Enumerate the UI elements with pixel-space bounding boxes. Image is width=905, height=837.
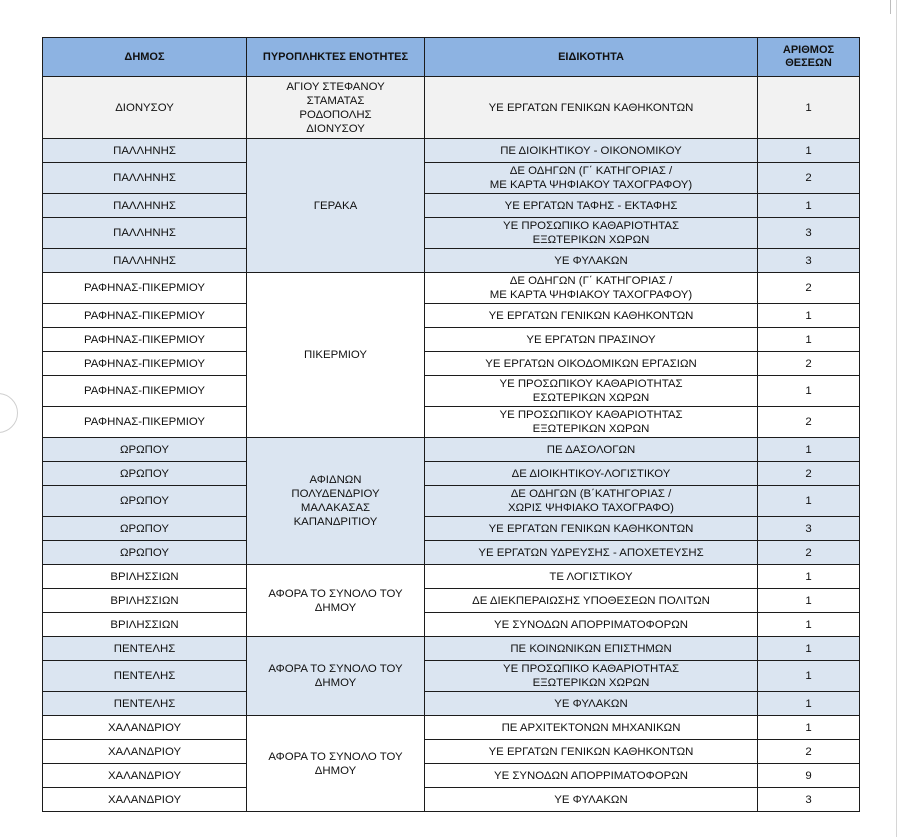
positions-count-cell: 1: [758, 589, 860, 613]
specialty-cell: ΥΕ ΦΥΛΑΚΩΝ: [425, 249, 758, 273]
specialty-cell: ΔΕ ΟΔΗΓΩΝ (Γ΄ ΚΑΤΗΓΟΡΙΑΣ / ΜΕ ΚΑΡΤΑ ΨΗΦΙΑΚΟΥ ΤΑΧΟΓΡΑΦΟΥ): [425, 273, 758, 304]
municipality-cell: ΧΑΛΑΝΔΡΙΟΥ: [43, 788, 247, 812]
specialty-cell: ΠΕ ΚΟΙΝΩΝΙΚΩΝ ΕΠΙΣΤΗΜΩΝ: [425, 637, 758, 661]
fire-affected-area-cell: ΑΦΙΔΝΩΝ ΠΟΛΥΔΕΝΔΡΙΟΥ ΜΑΛΑΚΑΣΑΣ ΚΑΠΑΝΔΡΙΤΙΟΥ: [247, 438, 425, 565]
specialty-cell: ΤΕ ΛΟΓΙΣΤΙΚΟΥ: [425, 565, 758, 589]
table-row: [43, 352, 860, 376]
positions-count-cell: 1: [758, 139, 860, 163]
municipality-cell: ΒΡΙΛΗΣΣΙΩΝ: [43, 613, 247, 637]
table-row: [43, 249, 860, 273]
specialty-cell: ΔΕ ΔΙΟΙΚΗΤΙΚΟΥ-ΛΟΓΙΣΤΙΚΟΥ: [425, 462, 758, 486]
municipality-cell: ΡΑΦΗΝΑΣ-ΠΙΚΕΡΜΙΟΥ: [43, 328, 247, 352]
table-row: [43, 764, 860, 788]
municipality-cell: ΡΑΦΗΝΑΣ-ΠΙΚΕΡΜΙΟΥ: [43, 304, 247, 328]
positions-count-cell: 1: [758, 692, 860, 716]
page-corner-mark: [890, 0, 898, 14]
municipality-cell: ΩΡΩΠΟΥ: [43, 541, 247, 565]
specialty-cell: ΥΕ ΕΡΓΑΤΩΝ ΥΔΡΕΥΣΗΣ - ΑΠΟΧΕΤΕΥΣΗΣ: [425, 541, 758, 565]
fire-affected-area-cell: ΑΦΟΡΑ ΤΟ ΣΥΝΟΛΟ ΤΟΥ ΔΗΜΟΥ: [247, 716, 425, 812]
table-row: [43, 304, 860, 328]
municipality-cell: ΡΑΦΗΝΑΣ-ΠΙΚΕΡΜΙΟΥ: [43, 376, 247, 407]
header-municipality: ΔΗΜΟΣ: [43, 38, 247, 77]
municipality-cell: ΩΡΩΠΟΥ: [43, 438, 247, 462]
table-row: [43, 376, 860, 407]
specialty-cell: ΥΕ ΠΡΟΣΩΠΙΚΟ ΚΑΘΑΡΙΟΤΗΤΑΣ ΕΞΩΤΕΡΙΚΩΝ ΧΩΡΩΝ: [425, 218, 758, 249]
table-row: [43, 163, 860, 194]
header-fire-affected-areas: ΠΥΡΟΠΛΗΚΤΕΣ ΕΝΟΤΗΤΕΣ: [247, 38, 425, 77]
specialty-cell: ΠΕ ΔΙΟΙΚΗΤΙΚΟΥ - ΟΙΚΟΝΟΜΙΚΟΥ: [425, 139, 758, 163]
specialty-cell: ΥΕ ΕΡΓΑΤΩΝ ΓΕΝΙΚΩΝ ΚΑΘΗΚΟΝΤΩΝ: [425, 304, 758, 328]
positions-count-cell: 3: [758, 788, 860, 812]
specialty-cell: ΥΕ ΣΥΝΟΔΩΝ ΑΠΟΡΡΙΜΑΤΟΦΟΡΩΝ: [425, 764, 758, 788]
table-row: [43, 328, 860, 352]
positions-count-cell: 2: [758, 407, 860, 438]
positions-count-cell: 1: [758, 376, 860, 407]
table-row: [43, 541, 860, 565]
municipality-cell: ΡΑΦΗΝΑΣ-ΠΙΚΕΡΜΙΟΥ: [43, 352, 247, 376]
fire-affected-area-cell: ΑΓΙΟΥ ΣΤΕΦΑΝΟΥ ΣΤΑΜΑΤΑΣ ΡΟΔΟΠΟΛΗΣ ΔΙΟΝΥΣΟΥ: [247, 77, 425, 139]
positions-count-cell: 3: [758, 218, 860, 249]
header-row: [43, 38, 860, 77]
specialty-cell: ΔΕ ΟΔΗΓΩΝ (Β΄ΚΑΤΗΓΟΡΙΑΣ / ΧΩΡΙΣ ΨΗΦΙΑΚΟ ΤΑΧΟΓΡΑΦΟ): [425, 486, 758, 517]
header-positions-count: ΑΡΙΘΜΟΣ ΘΕΣΕΩΝ: [758, 38, 860, 77]
positions-count-cell: 2: [758, 273, 860, 304]
table-row: [43, 407, 860, 438]
municipality-cell: ΠΕΝΤΕΛΗΣ: [43, 661, 247, 692]
positions-count-cell: 1: [758, 328, 860, 352]
municipality-cell: ΠΑΛΛΗΝΗΣ: [43, 139, 247, 163]
table-row: [43, 661, 860, 692]
table-row: [43, 740, 860, 764]
specialty-cell: ΥΕ ΠΡΟΣΩΠΙΚΟΥ ΚΑΘΑΡΙΟΤΗΤΑΣ ΕΞΩΤΕΡΙΚΩΝ ΧΩΡΩΝ: [425, 407, 758, 438]
positions-count-cell: 2: [758, 462, 860, 486]
municipality-cell: ΠΑΛΛΗΝΗΣ: [43, 249, 247, 273]
municipality-cell: ΠΑΛΛΗΝΗΣ: [43, 163, 247, 194]
table-row: [43, 716, 860, 740]
specialty-cell: ΠΕ ΑΡΧΙΤΕΚΤΟΝΩΝ ΜΗΧΑΝΙΚΩΝ: [425, 716, 758, 740]
fire-affected-area-cell: ΑΦΟΡΑ ΤΟ ΣΥΝΟΛΟ ΤΟΥ ΔΗΜΟΥ: [247, 565, 425, 637]
table-row: [43, 788, 860, 812]
positions-count-cell: 9: [758, 764, 860, 788]
positions-count-cell: 3: [758, 249, 860, 273]
municipality-cell: ΒΡΙΛΗΣΣΙΩΝ: [43, 565, 247, 589]
specialty-cell: ΥΕ ΕΡΓΑΤΩΝ ΟΙΚΟΔΟΜΙΚΩΝ ΕΡΓΑΣΙΩΝ: [425, 352, 758, 376]
positions-count-cell: 3: [758, 517, 860, 541]
specialty-cell: ΔΕ ΟΔΗΓΩΝ (Γ΄ ΚΑΤΗΓΟΡΙΑΣ / ΜΕ ΚΑΡΤΑ ΨΗΦΙΑΚΟΥ ΤΑΧΟΓΡΑΦΟΥ): [425, 163, 758, 194]
specialty-cell: ΥΕ ΕΡΓΑΤΩΝ ΠΡΑΣΙΝΟΥ: [425, 328, 758, 352]
municipality-cell: ΧΑΛΑΝΔΡΙΟΥ: [43, 764, 247, 788]
positions-count-cell: 1: [758, 637, 860, 661]
specialty-cell: ΥΕ ΕΡΓΑΤΩΝ ΓΕΝΙΚΩΝ ΚΑΘΗΚΟΝΤΩΝ: [425, 740, 758, 764]
municipality-cell: ΒΡΙΛΗΣΣΙΩΝ: [43, 589, 247, 613]
table-row: [43, 637, 860, 661]
table-row: [43, 589, 860, 613]
table-body: [43, 77, 860, 812]
municipality-cell: ΡΑΦΗΝΑΣ-ΠΙΚΕΡΜΙΟΥ: [43, 273, 247, 304]
table-row: [43, 139, 860, 163]
table-row: [43, 273, 860, 304]
fire-affected-area-cell: ΠΙΚΕΡΜΙΟΥ: [247, 273, 425, 438]
municipality-cell: ΩΡΩΠΟΥ: [43, 486, 247, 517]
specialty-cell: ΥΕ ΦΥΛΑΚΩΝ: [425, 788, 758, 812]
positions-count-cell: 1: [758, 565, 860, 589]
specialty-cell: ΥΕ ΕΡΓΑΤΩΝ ΓΕΝΙΚΩΝ ΚΑΘΗΚΟΝΤΩΝ: [425, 77, 758, 139]
positions-count-cell: 1: [758, 194, 860, 218]
specialty-cell: ΔΕ ΔΙΕΚΠΕΡΑΙΩΣΗΣ ΥΠΟΘΕΣΕΩΝ ΠΟΛΙΤΩΝ: [425, 589, 758, 613]
municipality-cell: ΠΕΝΤΕΛΗΣ: [43, 637, 247, 661]
positions-count-cell: 1: [758, 438, 860, 462]
positions-count-cell: 1: [758, 486, 860, 517]
specialty-cell: ΥΕ ΣΥΝΟΔΩΝ ΑΠΟΡΡΙΜΑΤΟΦΟΡΩΝ: [425, 613, 758, 637]
table-row: [43, 692, 860, 716]
positions-count-cell: 2: [758, 352, 860, 376]
fire-affected-area-cell: ΓΕΡΑΚΑ: [247, 139, 425, 273]
table-row: [43, 565, 860, 589]
specialty-cell: ΥΕ ΠΡΟΣΩΠΙΚΟΥ ΚΑΘΑΡΙΟΤΗΤΑΣ ΕΣΩΤΕΡΙΚΩΝ ΧΩΡΩΝ: [425, 376, 758, 407]
municipality-cell: ΩΡΩΠΟΥ: [43, 517, 247, 541]
table-row: [43, 77, 860, 139]
table-row: [43, 462, 860, 486]
table-row: [43, 613, 860, 637]
positions-count-cell: 1: [758, 661, 860, 692]
fire-affected-area-cell: ΑΦΟΡΑ ΤΟ ΣΥΝΟΛΟ ΤΟΥ ΔΗΜΟΥ: [247, 637, 425, 716]
table-row: [43, 517, 860, 541]
municipality-cell: ΧΑΛΑΝΔΡΙΟΥ: [43, 716, 247, 740]
specialty-cell: ΥΕ ΕΡΓΑΤΩΝ ΓΕΝΙΚΩΝ ΚΑΘΗΚΟΝΤΩΝ: [425, 517, 758, 541]
municipality-cell: ΔΙΟΝΥΣΟΥ: [43, 77, 247, 139]
table-row: [43, 218, 860, 249]
positions-count-cell: 1: [758, 716, 860, 740]
table-row: [43, 486, 860, 517]
positions-count-cell: 1: [758, 77, 860, 139]
positions-count-cell: 2: [758, 740, 860, 764]
positions-count-cell: 1: [758, 304, 860, 328]
municipality-cell: ΠΑΛΛΗΝΗΣ: [43, 194, 247, 218]
municipality-cell: ΩΡΩΠΟΥ: [43, 462, 247, 486]
positions-table: [42, 37, 860, 812]
specialty-cell: ΠΕ ΔΑΣΟΛΟΓΩΝ: [425, 438, 758, 462]
header-specialty: ΕΙΔΙΚΟΤΗΤΑ: [425, 38, 758, 77]
municipality-cell: ΠΕΝΤΕΛΗΣ: [43, 692, 247, 716]
positions-count-cell: 1: [758, 613, 860, 637]
table-row: [43, 194, 860, 218]
municipality-cell: ΠΑΛΛΗΝΗΣ: [43, 218, 247, 249]
table-row: [43, 438, 860, 462]
positions-count-cell: 2: [758, 163, 860, 194]
specialty-cell: ΥΕ ΦΥΛΑΚΩΝ: [425, 692, 758, 716]
specialty-cell: ΥΕ ΠΡΟΣΩΠΙΚΟ ΚΑΘΑΡΙΟΤΗΤΑΣ ΕΞΩΤΕΡΙΚΩΝ ΧΩΡΩΝ: [425, 661, 758, 692]
positions-count-cell: 2: [758, 541, 860, 565]
municipality-cell: ΡΑΦΗΝΑΣ-ΠΙΚΕΡΜΙΟΥ: [43, 407, 247, 438]
specialty-cell: ΥΕ ΕΡΓΑΤΩΝ ΤΑΦΗΣ - ΕΚΤΑΦΗΣ: [425, 194, 758, 218]
municipality-cell: ΧΑΛΑΝΔΡΙΟΥ: [43, 740, 247, 764]
